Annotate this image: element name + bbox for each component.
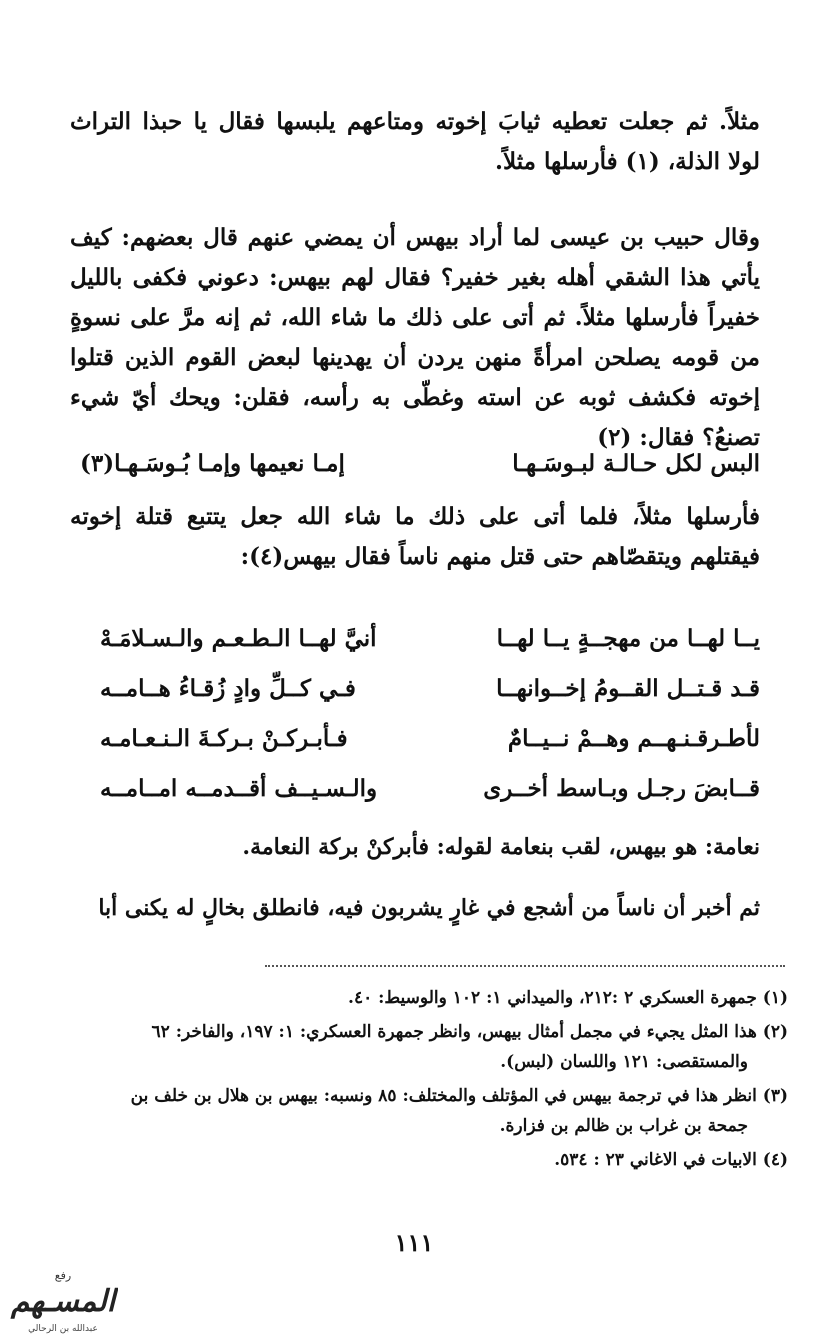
- poem-second-hemistich: فـأبـركـنْ بـركـةَ الـنـعـامـه: [100, 725, 348, 752]
- poem-first-hemistich: قـد قـتــل القــومُ إخــوانهــا: [496, 675, 760, 702]
- footnotes: [70, 983, 788, 1179]
- footnote-text: (١) جمهرة العسكري ٢ :٢١٢، والميداني ١: ١٠٢ والوسيط: ٤٠.: [348, 988, 788, 1008]
- footnote-4: [70, 1145, 788, 1175]
- footnote-divider: [265, 965, 785, 967]
- paragraph-4: نعامة: هو بيهس، لقب بنعامة لقوله: فأبركنْ بركة النعامة.: [242, 834, 760, 860]
- poem-line: [100, 675, 760, 725]
- footnote-1: [70, 983, 788, 1013]
- watermark-logo: [8, 1265, 118, 1337]
- poem-line: [100, 725, 760, 775]
- watermark-sub: رفع: [54, 1269, 72, 1282]
- watermark-main: المسـهم: [10, 1284, 116, 1319]
- paragraph-2: وقال حبيب بن عيسى لما أراد بيهس أن يمضي عنهم قال بعضهم: كيف يأتي هذا الشقي أهله بغير خفير؟ فقال لهم بيهس: دعوني فكفى بالليل خفيراً فأرسلها مثلاً. ثم أتى على ذلك ما شاء الله، ثم إنه مرَّ على نسوةٍ من قومه يصلحن امرأةً منهن يردن أن يهدينها لبعض القوم الذين قتلوا إخوته فكشف ثوبه عن استه وغطّى به رأسه، فقلن: ويحك أيّ شيء تصنعُ؟ فقال: (٢): [70, 224, 760, 451]
- paragraph-1: مثلاً. ثم جعلت تعطيه ثيابَ إخوته ومتاعهم يلبسها فقال يا حبذا التراث لولا الذلة، (١) فأرسلها مثلاً.: [70, 108, 760, 175]
- watermark-small: عبدالله بن الرحالي: [28, 1324, 98, 1334]
- verse-first-hemistich: البس لكل حـالـة لبـوسَـهـا: [512, 450, 760, 477]
- poem-first-hemistich: قــابضَ رجـل وبـاسط أخــرى: [483, 775, 760, 802]
- footnote-3: [70, 1081, 788, 1141]
- footnote-continuation: جمحة بن غراب بن ظالم بن فزارة.: [499, 1116, 748, 1136]
- poem-first-hemistich: لأطـرقـنـهــم وهــمْ نــيــامٌ: [507, 725, 760, 752]
- paragraph-5: ثم أخبر أن ناساً من أشجع في غارٍ يشربون فيه، فانطلق بخالٍ له يكنى أبا: [98, 895, 760, 921]
- paragraph-3: فأرسلها مثلاً، فلما أتى على ذلك ما شاء الله جعل يتتبع قتلة إخوته فيقتلهم ويتقصّاهم حتى قتل منهم ناساً فقال بيهس(٤):: [70, 503, 760, 570]
- footnote-text: (٣) انظر هذا في ترجمة بيهس في المؤتلف والمختلف: ٨٥ ونسبه: بيهس بن هلال بن خلف بن: [130, 1086, 788, 1106]
- footnote-continuation: والمستقصى: ١٢١ واللسان (لبس).: [500, 1052, 748, 1072]
- page-number: ١١١: [394, 1228, 434, 1257]
- footnote-text: (٢) هذا المثل يجيء في مجمل أمثال بيهس، وانظر جمهرة العسكري: ١: ١٩٧، والفاخر: ٦٢: [151, 1022, 788, 1042]
- poem: [100, 625, 760, 825]
- poem-second-hemistich: والـسـيــف أقــدمــه امــامــه: [100, 775, 378, 802]
- poem-second-hemistich: فـي كــلِّ وادٍ زُقـاءُ هــامــه: [100, 675, 356, 702]
- footnote-text: (٤) الابيات في الاغاني ٢٣ : ٥٣٤.: [554, 1150, 788, 1170]
- verse-second-hemistich: إمـا نعيمها وإمـا بُـوسَـهـا(٣): [80, 450, 345, 477]
- footnote-2: [70, 1017, 788, 1077]
- poem-line: [100, 775, 760, 825]
- poem-first-hemistich: يــا لهــا من مهجــةٍ يــا لهــا: [496, 625, 760, 652]
- poem-line: [100, 625, 760, 675]
- poem-second-hemistich: أنيَّ لهــا الـطـعـم والـسـلامَـهْ: [100, 625, 377, 652]
